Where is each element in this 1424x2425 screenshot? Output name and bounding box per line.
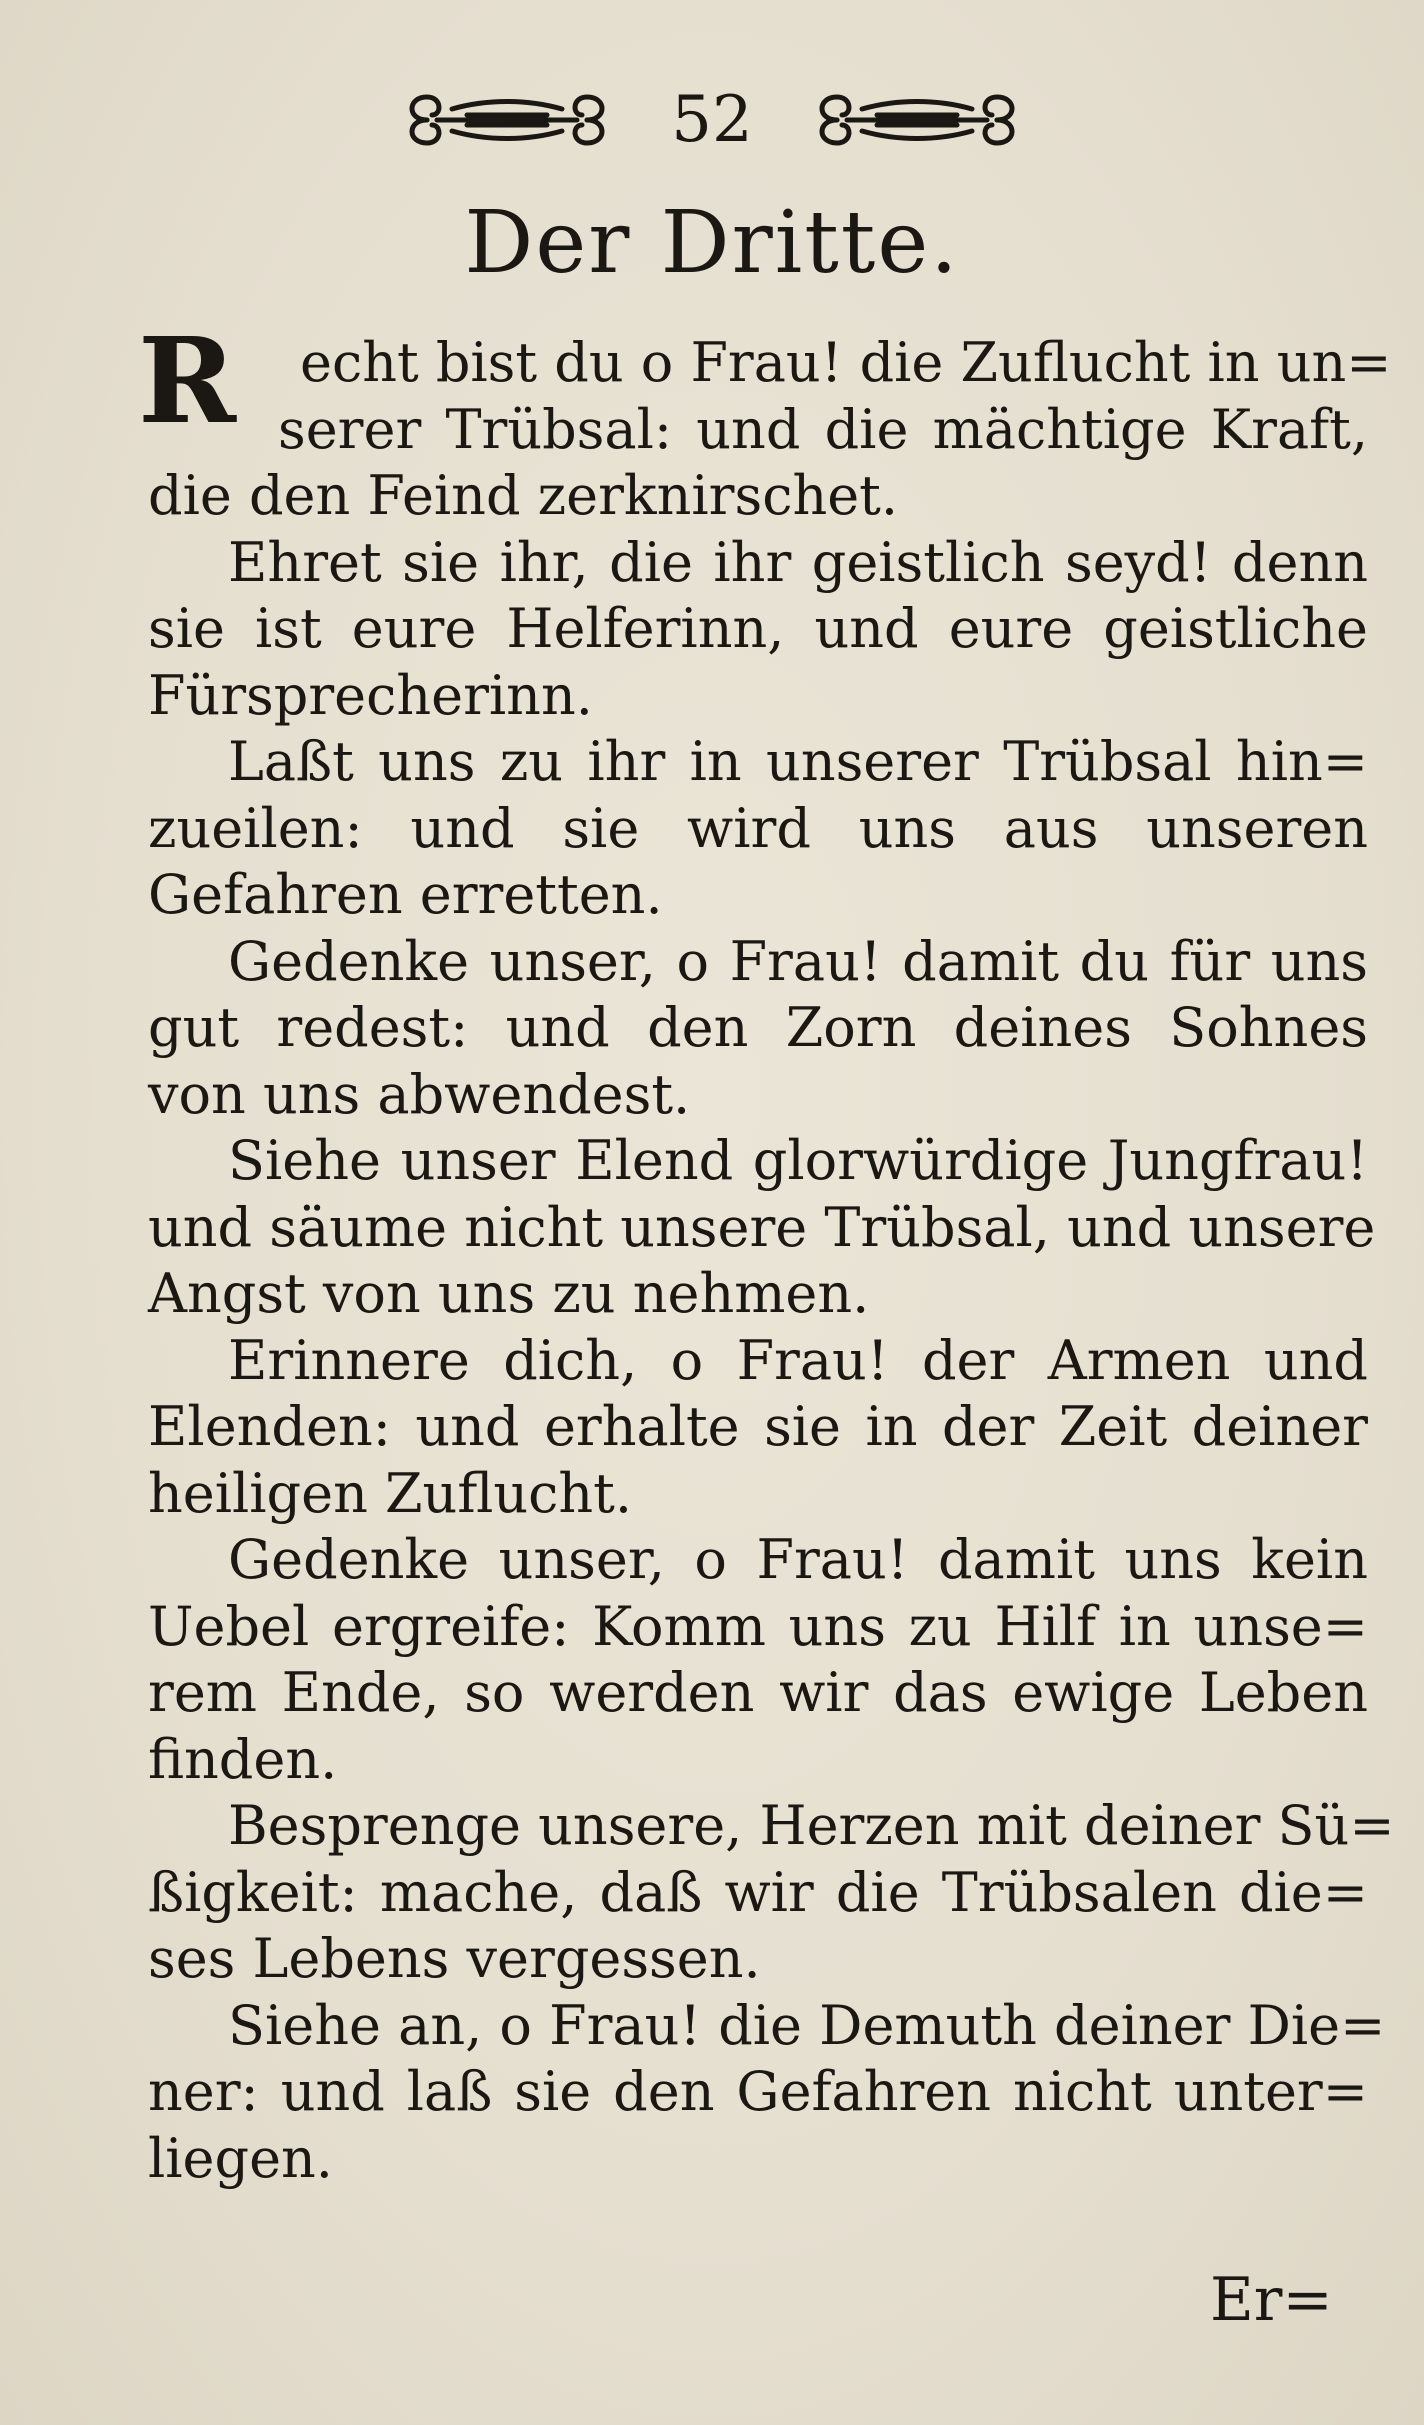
text-line: gut redest: und den Zorn deines Sohnes <box>148 996 1368 1059</box>
body-text <box>138 311 1395 2192</box>
text-line: Ehret sie ihr, die ihr geistlich seyd! denn <box>228 530 1368 594</box>
text-line: Laßt uns zu ihr in unserer Trübsal hin= <box>228 730 1368 793</box>
text-line: Uebel ergreife: Komm uns zu Hilf in unse= <box>148 1594 1368 1658</box>
text-line: heiligen Zuflucht. <box>148 1461 632 1525</box>
catchword: Er= <box>1210 2265 1333 2335</box>
page-header <box>0 80 1424 160</box>
text-line: Siehe unser Elend glorwürdige Jungfrau! <box>228 1129 1368 1192</box>
text-line: rem Ende, so werden wir das ewige Leben <box>148 1661 1368 1724</box>
text-line: ner: und laß sie den Gefahren nicht unter= <box>148 2060 1368 2123</box>
page-number: 52 <box>671 83 753 157</box>
text-line: und säume nicht unsere Trübsal, und unsere <box>148 1195 1376 1259</box>
text-line: finden. <box>148 1727 338 1791</box>
right-ornament-icon <box>807 85 1027 155</box>
text-line: die den Feind zerknirschet. <box>148 464 899 527</box>
text-line: Besprenge unsere, Herzen mit deiner Sü= <box>228 1794 1395 1857</box>
text-line: Gedenke unser, o Frau! damit uns kein <box>228 1528 1368 1591</box>
text-line: Erinnere dich, o Frau! der Armen und <box>228 1328 1368 1392</box>
text-line: Angst von uns zu nehmen. <box>148 1262 870 1325</box>
text-line: liegen. <box>148 2126 333 2190</box>
text-line: Elenden: und erhalte sie in der Zeit deiner <box>148 1395 1368 1458</box>
text-line: ses Lebens vergessen. <box>148 1927 761 1990</box>
section-title: Der Dritte. <box>464 193 960 293</box>
text-line: zueilen: und sie wird uns aus unseren <box>148 796 1368 860</box>
text-line: Gefahren erretten. <box>148 863 663 926</box>
drop-cap: R <box>138 311 237 450</box>
left-ornament-icon <box>397 85 617 155</box>
text-line: Siehe an, o Frau! die Demuth deiner Die= <box>228 1993 1386 2057</box>
text-line: Fürsprecherinn. <box>148 663 593 727</box>
text-line: ßigkeit: mache, daß wir die Trübsalen die= <box>148 1860 1368 1924</box>
text-line: Gedenke unser, o Frau! damit du für uns <box>228 929 1368 993</box>
text-line: serer Trübsal: und die mächtige Kraft, <box>278 397 1368 461</box>
text-line: sie ist eure Helferinn, und eure geistliche <box>148 597 1368 660</box>
text-line: von uns abwendest. <box>148 1062 691 1126</box>
text-line: R echt bist du o Frau! die Zuflucht in un= <box>138 311 1392 450</box>
